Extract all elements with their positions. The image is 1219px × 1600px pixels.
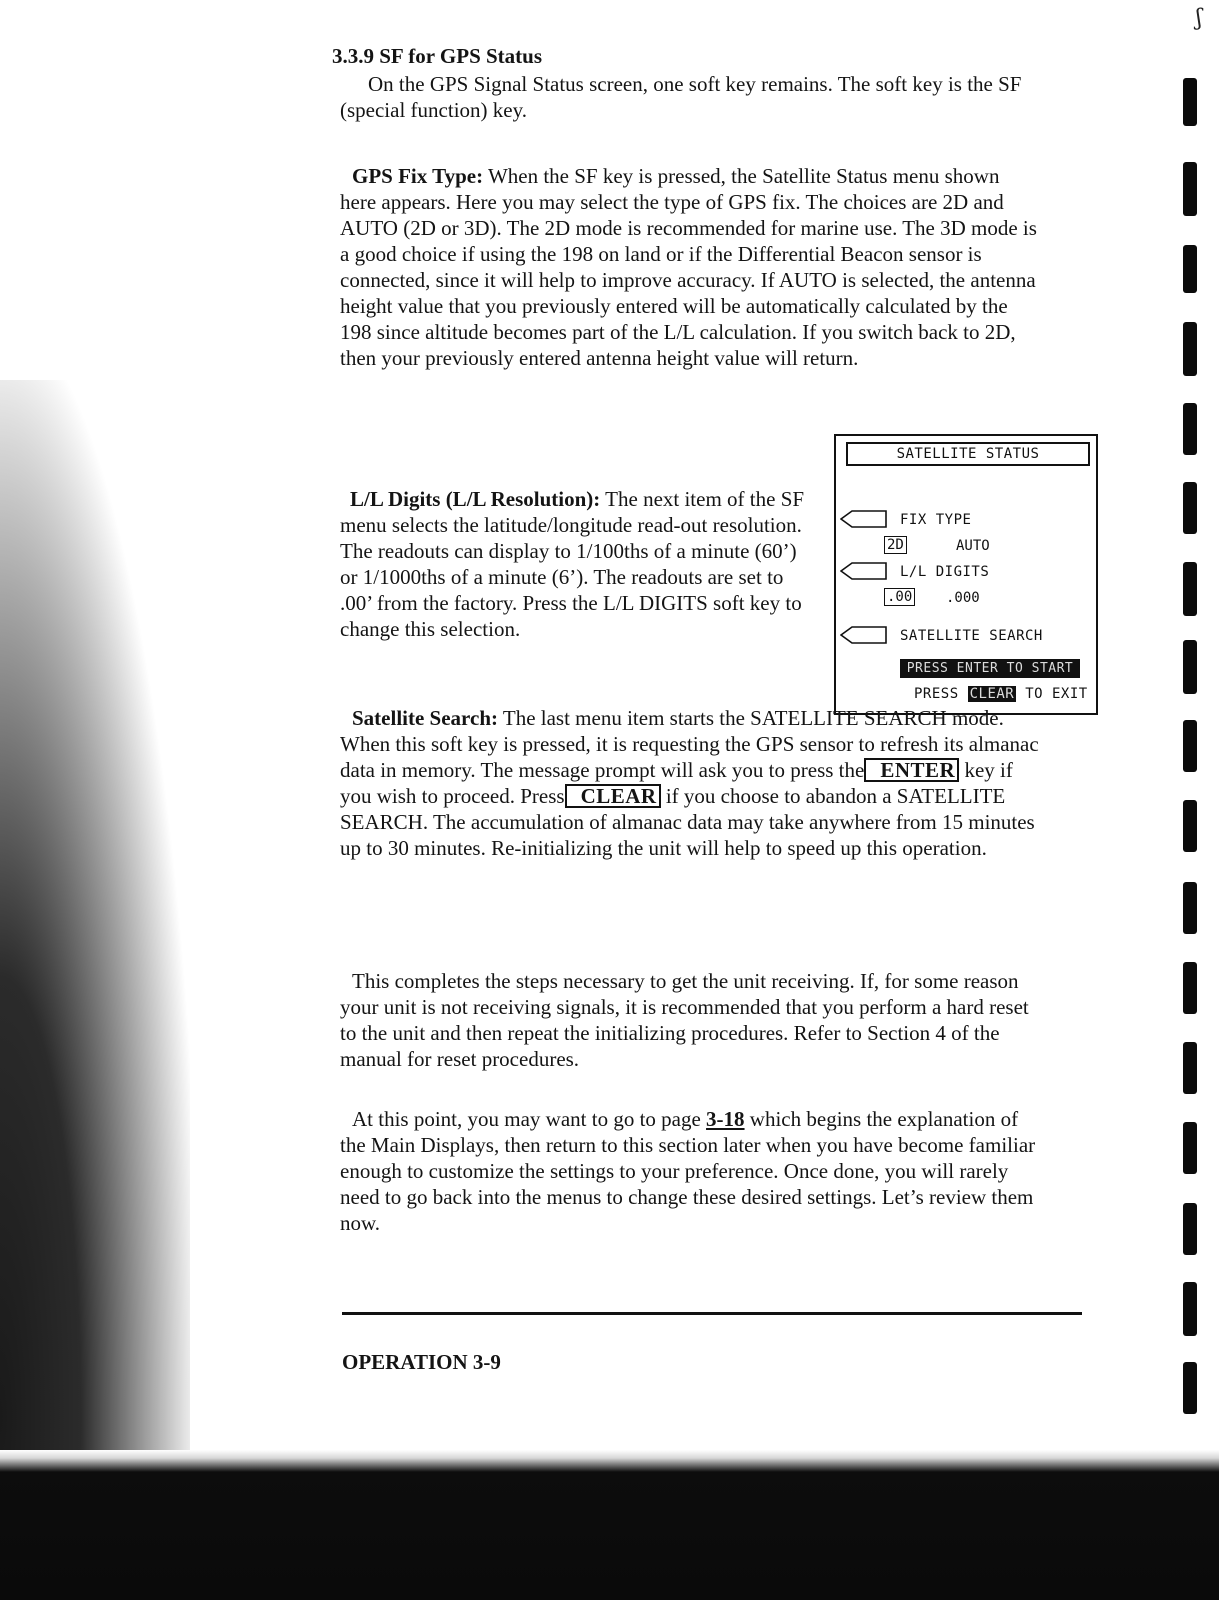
- lcd-exit-prefix: PRESS: [914, 686, 959, 702]
- ll-digits-lead: L/L Digits (L/L Resolution):: [350, 487, 601, 511]
- lcd-exit-key: CLEAR: [969, 686, 1015, 702]
- page-reference-link[interactable]: 3-18: [706, 1107, 745, 1131]
- binder-hole: [1183, 1042, 1197, 1094]
- binder-hole: [1183, 1282, 1197, 1336]
- completes-paragraph: This completes the steps necessary to get the unit receiving. If, for some reason your unit is not receiving signals, it is recommended that you perform a hard reset to the unit and then repeat the initializing procedures. Refer to Section 4 of the manual for reset procedures.: [340, 969, 1029, 1071]
- fix-type-lead: GPS Fix Type:: [352, 164, 484, 188]
- binder-hole: [1183, 800, 1197, 852]
- soft-key-arrow-icon: [840, 562, 888, 580]
- next-steps-text-1: At this point, you may want to go to page: [352, 1107, 707, 1131]
- satellite-search-text-3: if you choose to abandon a SATELLITE SEARCH. The accumulation of almanac data may take anywhere from 15 minutes up to 30 minutes. Re-initializing the unit will help to speed up this operation.: [340, 784, 1035, 860]
- ll-digits-text: The next item of the SF menu selects the latitude/longitude read-out resolution. The readouts can display to 1/100ths of a minute (60’) or 1/1000ths of a minute (6’). The readouts are set to .00’ from the factory. Press the L/L DIGITS soft key to change this selection.: [340, 487, 805, 641]
- fix-type-soft-key[interactable]: [840, 510, 888, 528]
- soft-key-arrow-icon: [840, 510, 888, 528]
- satellite-search-soft-key[interactable]: [840, 626, 888, 644]
- lcd-fix-type-label: FIX TYPE: [900, 512, 972, 528]
- soft-key-arrow-icon: [840, 626, 888, 644]
- binder-hole: [1183, 322, 1197, 376]
- next-steps-text-2: which begins the explanation of the Main Displays, then return to this section later when you have become familiar enough to customize the settings to your preference. Once done, you will rarely need to go back into the menus to change these desired settings. Let’s review them now.: [340, 1107, 1036, 1235]
- lcd-exit-line: [914, 686, 1088, 702]
- next-steps-paragraph: [340, 1106, 1040, 1236]
- lcd-search-prompt: PRESS ENTER TO START: [900, 659, 1080, 678]
- binder-hole: [1183, 1122, 1197, 1174]
- binder-hole: [1183, 162, 1197, 216]
- scan-shadow-left: [0, 380, 190, 1600]
- section-heading: 3.3.9 SF for GPS Status: [332, 44, 543, 68]
- binder-hole: [1183, 720, 1197, 772]
- fix-type-text: When the SF key is pressed, the Satellite Status menu shown here appears. Here you may select the type of GPS fix. The choices are 2D and AUTO (2D or 3D). The 2D mode is recommended for marine use. The 3D mode is a good choice if using the 198 on land or if the Differential Beacon sensor is connected, since it will help to improve accuracy. If AUTO is selected, the antenna height value that you previously entered will be automatically calculated by the 198 since altitude becomes part of the L/L calculation. If you switch back to 2D, then your previously entered antenna height value will return.: [340, 164, 1037, 370]
- lcd-fix-type-other: AUTO: [956, 538, 990, 554]
- intro-paragraph: On the GPS Signal Status screen, one soft key remains. The soft key is the SF (special function) key.: [340, 72, 1022, 122]
- lcd-fix-type-selected: 2D: [884, 536, 907, 554]
- lcd-exit-suffix: TO EXIT: [1025, 686, 1088, 702]
- binder-hole: [1183, 482, 1197, 534]
- fix-type-paragraph: [340, 163, 1040, 371]
- binder-hole: [1183, 562, 1197, 616]
- enter-key-label: ENTER: [864, 758, 959, 782]
- binder-hole: [1183, 1203, 1197, 1255]
- binder-hole: [1183, 78, 1197, 126]
- page-footer: OPERATION 3-9: [342, 1350, 501, 1374]
- satellite-status-lcd: [834, 434, 1098, 715]
- binder-hole: [1183, 962, 1197, 1014]
- lcd-ll-digits-label: L/L DIGITS: [900, 564, 990, 580]
- satellite-search-lead: Satellite Search:: [352, 706, 498, 730]
- lcd-ll-digits-selected: .00: [884, 588, 915, 606]
- ll-digits-soft-key[interactable]: [840, 562, 888, 580]
- ll-digits-paragraph: [340, 486, 805, 642]
- lcd-search-label: SATELLITE SEARCH: [900, 628, 1043, 644]
- page-corner-mark: ʃ: [1196, 6, 1202, 31]
- binder-hole: [1183, 403, 1197, 455]
- lcd-title: SATELLITE STATUS: [846, 442, 1090, 466]
- binder-hole: [1183, 1362, 1197, 1414]
- satellite-search-text-1: The last menu item starts the SATELLITE SEARCH mode. When this soft key is pressed, it is requesting the GPS sensor to refresh its almanac data in memory. The message prompt will ask you to press the: [340, 706, 1039, 782]
- binder-hole: [1183, 882, 1197, 934]
- lcd-ll-digits-other: .000: [946, 590, 980, 606]
- binder-hole: [1183, 245, 1197, 293]
- binder-hole: [1183, 640, 1197, 694]
- footer-rule: [342, 1312, 1082, 1315]
- scan-shadow-bottom: [0, 1450, 1219, 1600]
- satellite-search-paragraph: [340, 705, 1040, 861]
- clear-key-label: CLEAR: [565, 784, 661, 808]
- satellite-search-text-2: key if you wish to proceed. Press: [340, 758, 1013, 808]
